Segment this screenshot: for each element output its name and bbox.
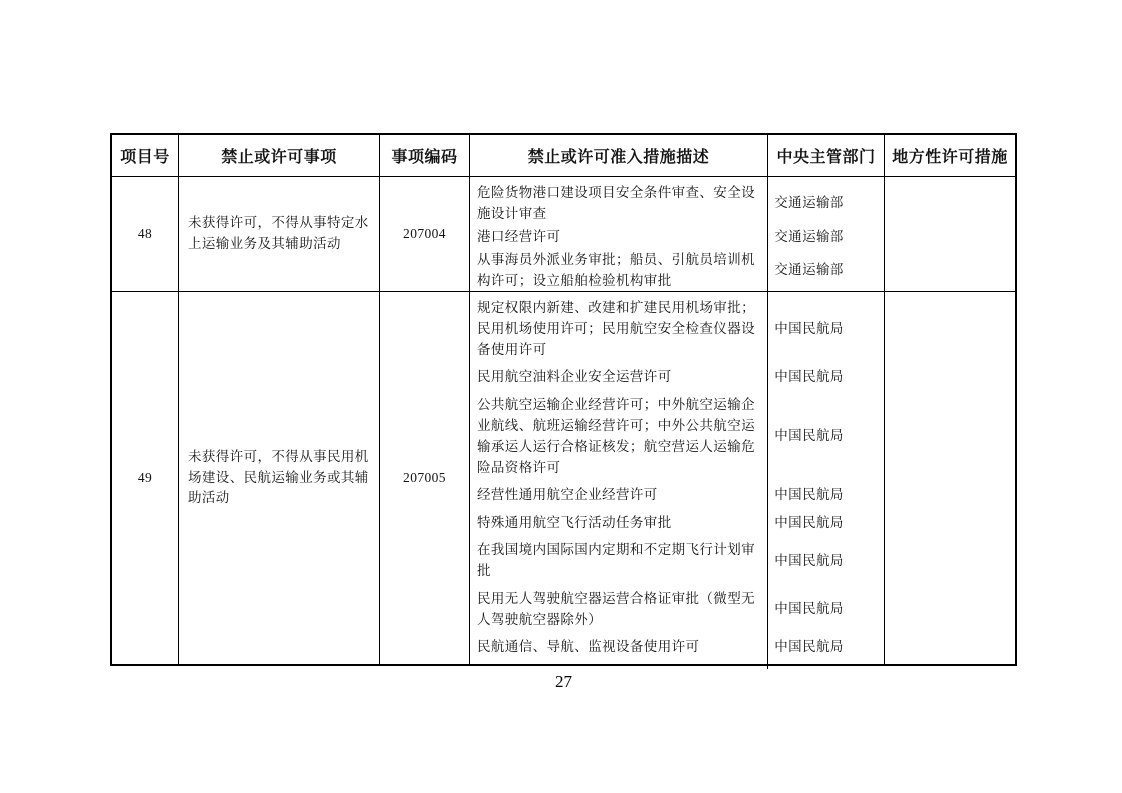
measure-row: [470, 249, 884, 293]
cell-measures: [470, 177, 885, 291]
header-cell-item-no: 项目号: [112, 135, 179, 176]
cell-local-measures: [885, 177, 1015, 291]
page-number: 27: [555, 672, 572, 691]
measure-row: [470, 297, 884, 362]
measure-row: [470, 226, 884, 249]
cell-matter: [179, 292, 380, 664]
measure-dept: 中国民航局: [774, 601, 844, 617]
header-cell-local-measures: 地方性许可措施: [892, 149, 1008, 166]
negative-list-table: [110, 133, 1017, 666]
cell-item-no: 49: [112, 292, 179, 664]
measure-dept: 交通运输部: [774, 262, 844, 278]
measure-dept: 中国民航局: [774, 487, 844, 503]
measure-dept: 中国民航局: [774, 320, 844, 336]
measure-dept: 中国民航局: [774, 552, 844, 568]
measure-row: [470, 512, 884, 535]
measure-desc: 民用航空油料企业安全运营许可: [477, 369, 672, 385]
header-cell-central-dept: 中央主管部门: [768, 135, 885, 176]
header-cell-measure-desc: 禁止或许可准入措施描述: [470, 135, 768, 176]
measure-row: [470, 366, 884, 389]
cell-code: 207005: [380, 292, 470, 664]
measure-row: [470, 394, 884, 480]
cell-local-measures: [885, 292, 1015, 664]
cell-matter: [179, 177, 380, 291]
measure-desc: 港口经营许可: [477, 228, 561, 244]
table-row: [112, 177, 1015, 292]
measure-row: [470, 484, 884, 507]
measure-row: [470, 636, 884, 659]
measure-dept: 交通运输部: [774, 195, 844, 211]
header-cell-matter: 禁止或许可事项: [179, 135, 380, 176]
cell-measures: [470, 292, 885, 664]
cell-code: 207004: [380, 177, 470, 291]
measure-dept: 中国民航局: [774, 514, 844, 530]
table-header-row: [112, 135, 1015, 177]
matter-text: 未获得许可，不得从事民用机场建设、民航运输业务或其辅助活动: [188, 448, 369, 506]
cell-item-no: 48: [112, 177, 179, 291]
measure-desc: 特殊通用航空飞行活动任务审批: [477, 514, 672, 530]
measure-dept: 中国民航局: [774, 428, 844, 444]
matter-text: 未获得许可，不得从事特定水上运输业务及其辅助活动: [188, 215, 369, 251]
measure-desc: 规定权限内新建、改建和扩建民用机场审批；民用机场使用许可；民用航空安全检查仪器设备使用许可: [477, 300, 755, 357]
measure-desc: 民航通信、导航、监视设备使用许可: [477, 639, 700, 655]
measure-desc: 公共航空运输企业经营许可；中外航空运输企业航线、航班运输经营许可；中外公共航空运输承运人运行合格证核发；航空营运人运输危险品资格许可: [477, 396, 755, 475]
measure-row: [470, 539, 884, 583]
measure-dept: 中国民航局: [774, 369, 844, 385]
measure-dept: 中国民航局: [774, 639, 844, 655]
measure-desc: 危险货物港口建设项目安全条件审查、安全设施设计审查: [477, 185, 755, 221]
measure-desc: 从事海员外派业务审批；船员、引航员培训机构许可；设立船舶检验机构审批: [477, 251, 755, 288]
measure-row: [470, 182, 884, 226]
measure-desc: 经营性通用航空企业经营许可: [477, 487, 658, 503]
table-row: [112, 292, 1015, 664]
measure-desc: 民用无人驾驶航空器运营合格证审批（微型无人驾驶航空器除外）: [477, 590, 755, 627]
measure-dept: 交通运输部: [774, 228, 844, 244]
measure-row: [470, 588, 884, 632]
measure-desc: 在我国境内国际国内定期和不定期飞行计划审批: [477, 542, 755, 579]
header-cell-code: 事项编码: [380, 135, 470, 176]
